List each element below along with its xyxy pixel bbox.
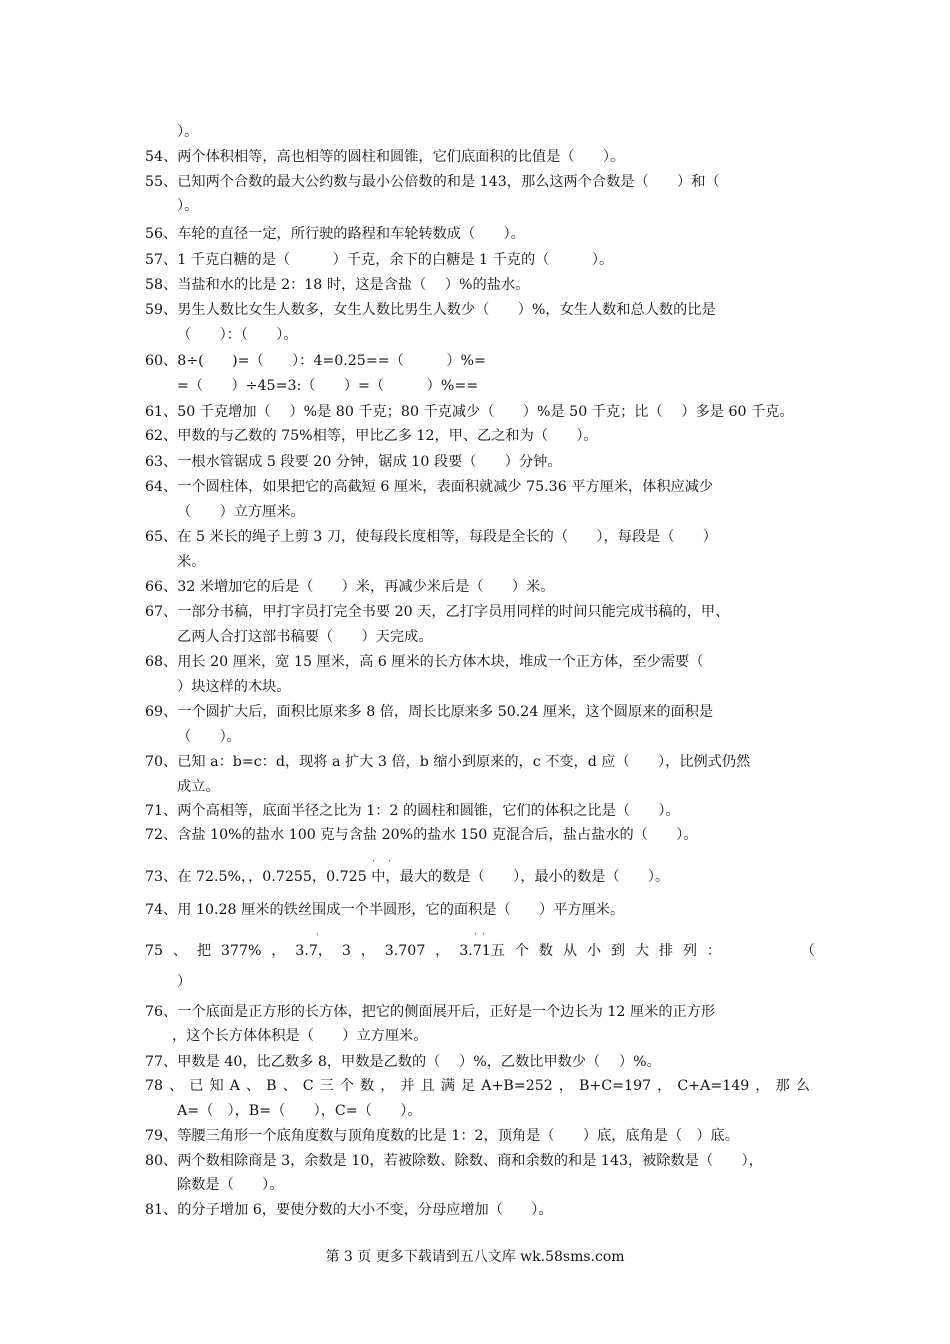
question-58: 58、当盐和水的比是 2：18 时，这是含盐（ ）%的盐水。: [145, 277, 530, 293]
question-55-continuation: ）。: [177, 198, 199, 214]
question-69: 69、一个圆扩大后，面积比原来多 8 倍，周长比原来多 50.24 厘米，这个圆原来的面积是: [145, 704, 714, 720]
question-55: 55、已知两个合数的最大公约数与最小公倍数的和是 143，那么这两个合数是（ ）和（: [145, 174, 720, 190]
question-70-continuation: 成立。: [177, 779, 220, 795]
q78-part: B: [266, 1078, 277, 1094]
question-75: [145, 939, 815, 964]
question-68-continuation: ）块这样的木块。: [177, 679, 291, 695]
q75-part: 排: [658, 943, 674, 959]
q78-part: C+A=149: [677, 1078, 750, 1094]
q78-part: 足: [461, 1078, 476, 1094]
question-63: 63、一根水管锯成 5 段要 20 分钟，锯成 10 段要（ ）分钟。: [145, 454, 562, 470]
question-60-continuation: =（ ）÷45=3:（ ）=（ ）%==: [177, 378, 479, 394]
question-70: 70、已知 a：b=c：d，现将 a 扩大 3 倍，b 缩小到原来的，c 不变，d 应（ ），比例式仍然: [145, 754, 751, 770]
q75-part: ，: [271, 943, 286, 959]
q75-part: 到: [610, 943, 626, 959]
question-65: 65、在 5 米长的绳子上剪 3 刀，使每段长度相等，每段是全长的（ ），每段是（ ）: [145, 529, 717, 545]
q75-part: 3.7，: [295, 943, 333, 959]
repeating-decimal-dot: ·: [316, 930, 319, 940]
q75-part: 列: [682, 943, 698, 959]
q78-part: 数: [360, 1078, 375, 1094]
q75-part: 3: [341, 943, 351, 959]
question-69-continuation: （ ）。: [177, 729, 241, 745]
question-56: 56、车轮的直径一定，所行驶的路程和车轮转数成（ ）。: [145, 226, 525, 242]
question-77: 77、甲数是 40，比乙数多 8，甲数是乙数的（ ）%，乙数比甲数少（ ）%。: [145, 1054, 661, 1070]
q78-part: A: [229, 1078, 240, 1094]
q78-part: 么: [795, 1078, 810, 1094]
question-64-continuation: （ ）立方厘米。: [177, 504, 305, 520]
question-81: 81、的分子增加 6，要使分数的大小不变，分母应增加（ ）。: [145, 1202, 553, 1218]
q78-part: 并: [400, 1078, 415, 1094]
q78-part: 、: [169, 1078, 184, 1094]
question-64: 64、一个圆柱体，如果把它的高截短 6 厘米，表面积就减少 75.36 平方厘米，体积应减少: [145, 479, 714, 495]
q78-part: 、: [282, 1078, 297, 1094]
question-73: 73、在 72.5%，，0.7255，0.725 中，最大的数是（ ），最小的数是（ ）。: [145, 869, 670, 885]
question-53-continuation: ）。: [177, 124, 199, 140]
q78-part: 、: [245, 1078, 261, 1094]
q75-part: 75: [145, 943, 164, 959]
question-65-continuation: 米。: [177, 554, 206, 570]
question-67: 67、一部分书稿，甲打字员打完全书要 20 天，乙打字员用同样的时间只能完成书稿的，甲、: [145, 604, 730, 620]
q75-part: ，: [360, 943, 375, 959]
repeating-decimal-dot: ·: [482, 930, 485, 940]
q78-part: ，: [657, 1078, 672, 1094]
q75-part: ：: [706, 943, 722, 959]
q75-part: ，: [435, 943, 450, 959]
question-71: 71、两个高相等，底面半径之比为 1：2 的圆柱和圆锥，它们的体积之比是（ ）。: [145, 803, 680, 819]
q75-part: （: [800, 943, 815, 959]
question-62: 62、甲数的与乙数的 75%相等，甲比乙多 12，甲、乙之和为（ ）。: [145, 428, 598, 444]
q78-part: A+B=252: [481, 1078, 553, 1094]
q78-part: 三: [319, 1078, 334, 1094]
repeating-decimal-dot: ·: [372, 857, 375, 867]
question-67-continuation: 乙两人合打这部书稿要（ ）天完成。: [177, 629, 433, 645]
q78-part: 78: [145, 1078, 164, 1094]
q75-part: 3.71五: [459, 943, 505, 959]
q78-part: ，: [755, 1078, 770, 1094]
question-79: 79、等腰三角形一个底角度数与顶角度数的比是 1：2，顶角是（ ）底，底角是（ ）底。: [145, 1128, 739, 1144]
page-footer: 第 3 页 更多下载请到五八文库 wk.58sms.com: [325, 1249, 625, 1265]
q75-part: 小: [586, 943, 602, 959]
question-76-continuation: ，这个长方体体积是（ ）立方厘米。: [172, 1028, 428, 1044]
q75-part: 数: [538, 943, 553, 959]
question-78: [145, 1074, 810, 1099]
q75-part: 377%: [220, 943, 262, 959]
question-80: 80、两个数相除商是 3，余数是 10，若被除数、除数、商和余数的和是 143，被除数是（ ），: [145, 1153, 763, 1169]
question-61: 61、50 千克增加（ ）%是 80 千克；80 千克减少（ ）%是 50 千克；比（ ）多是 60 千克。: [145, 404, 794, 420]
q75-part: 从: [562, 943, 578, 959]
repeating-decimal-dot: ·: [474, 930, 477, 940]
q75-blank: [731, 939, 791, 964]
question-68: 68、用长 20 厘米，宽 15 厘米，高 6 厘米的长方体木块，堆成一个正方体，至少需要（: [145, 654, 704, 670]
q78-part: ，: [380, 1078, 395, 1094]
q75-part: 3.707: [384, 943, 426, 959]
question-59-continuation: （ ）：（ ）。: [177, 327, 298, 343]
question-57: 57、1 千克白糖的是（ ）千克，余下的白糖是 1 千克的（ ）。: [145, 252, 614, 268]
question-66: 66、32 米增加它的后是（ ）米，再减少米后是（ ）米。: [145, 579, 555, 595]
question-54: 54、两个体积相等，高也相等的圆柱和圆锥，它们底面积的比值是（ ）。: [145, 149, 625, 165]
q78-part: 已: [189, 1078, 204, 1094]
repeating-decimal-dot: ·: [388, 857, 391, 867]
q78-part: 满: [440, 1078, 456, 1094]
q78-part: 那: [775, 1078, 790, 1094]
q78-part: ，: [558, 1078, 573, 1094]
q78-part: B+C=197: [578, 1078, 652, 1094]
question-59: 59、男生人数比女生人数多，女生人数比男生人数少（ ）%，女生人数和总人数的比是: [145, 302, 716, 318]
q78-part: 且: [420, 1078, 435, 1094]
question-60: 60、8÷( )=（ ）：4=0.25==（ ）%=: [145, 353, 486, 369]
q78-part: C: [302, 1078, 314, 1094]
question-80-continuation: 除数是（ ）。: [177, 1177, 284, 1193]
q78-part: 知: [209, 1078, 224, 1094]
q78-part: 个: [339, 1078, 355, 1094]
q75-part: 大: [634, 943, 650, 959]
q75-part: 、: [172, 943, 188, 959]
question-72: 72、含盐 10%的盐水 100 克与含盐 20%的盐水 150 克混合后，盐占盐水的（ ）。: [145, 827, 698, 843]
question-74: 74、用 10.28 厘米的铁丝围成一个半圆形，它的面积是（ ）平方厘米。: [145, 902, 625, 918]
question-75-continuation: ）: [177, 974, 192, 990]
question-78-continuation: A=（ ），B=（ ），C=（ ）。: [177, 1103, 422, 1119]
question-76: 76、一个底面是正方形的长方体，把它的侧面展开后，正好是一个边长为 12 厘米的正方形: [145, 1004, 716, 1020]
q75-part: 把: [196, 943, 212, 959]
q75-part: 个: [514, 943, 529, 959]
